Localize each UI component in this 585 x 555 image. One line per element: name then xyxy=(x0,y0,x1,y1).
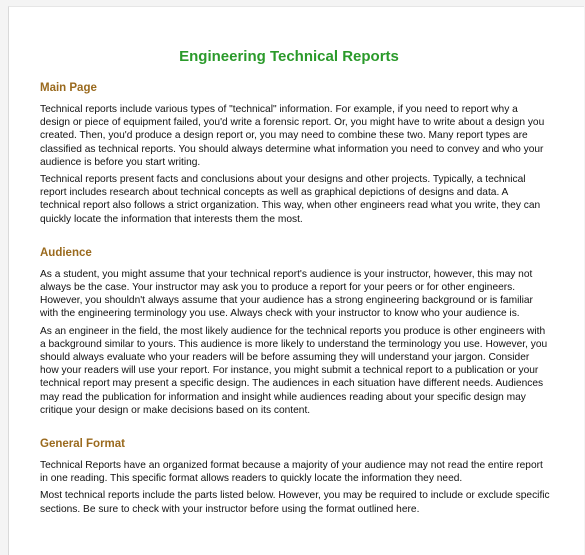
paragraph: Technical reports include various types of "technical" information. For example, if you need to report why a design or piece of equipment failed, you'd write a forensic report. Or, you might have to write about a design you created. Then, you'd produce a design report or, you may need to combine these two. Many report types are classified as technical reports. You should always determine what information you need to convey and who your audience is before you start writing. xyxy=(40,104,545,168)
section-main-page xyxy=(40,81,550,226)
document-body xyxy=(40,81,550,536)
paragraph: Technical Reports have an organized format because a majority of your audience may not read the entire report in one reading. This specific format allows readers to quickly locate the information they need. xyxy=(40,460,543,485)
paragraph: As a student, you might assume that your technical report's audience is your instructor, however, this may not always be the case. Your instructor may ask you to produce a report for your peers or for other engineers. However, you shouldn't always assume that your audience has a strong engineering background or is familiar with the engineering terminology you use. Always check with your instructor to know who your audience is. xyxy=(40,268,533,320)
section-heading: General Format xyxy=(40,438,125,451)
paragraph: As an engineer in the field, the most likely audience for the technical reports you produce is other engineers with a background similar to yours. This audience is more likely to understand the terminology you use. However, you should always evaluate who your readers will be before assuming they will understand your jargon. Consider how your readers will use your report. For instance, you might submit a technical report to a publication or your technical report may present a specific design. The audiences in each situation have different needs. Audiences may read the publication for information and insight while audiences reading about your specific design may critique your design or make decisions based on its content. xyxy=(40,325,548,416)
section-heading: Audience xyxy=(40,246,92,259)
paragraph: Technical reports present facts and conclusions about your designs and other projects. Typically, a technical report includes research about technical concepts as well as graphical depictions of designs and data. A technical report also follows a strict organization. This way, when other engineers read what you write, they can quickly locate the information that interests them the most. xyxy=(40,174,541,225)
section-heading: Main Page xyxy=(40,82,97,94)
document-page xyxy=(8,6,584,555)
section-general-format xyxy=(40,437,550,516)
section-audience xyxy=(40,246,550,417)
paragraph: Most technical reports include the parts listed below. However, you may be required to include or exclude specific sections. Be sure to check with your instructor before using the format outlined here. xyxy=(40,490,550,515)
document-title: Engineering Technical Reports xyxy=(179,48,399,65)
